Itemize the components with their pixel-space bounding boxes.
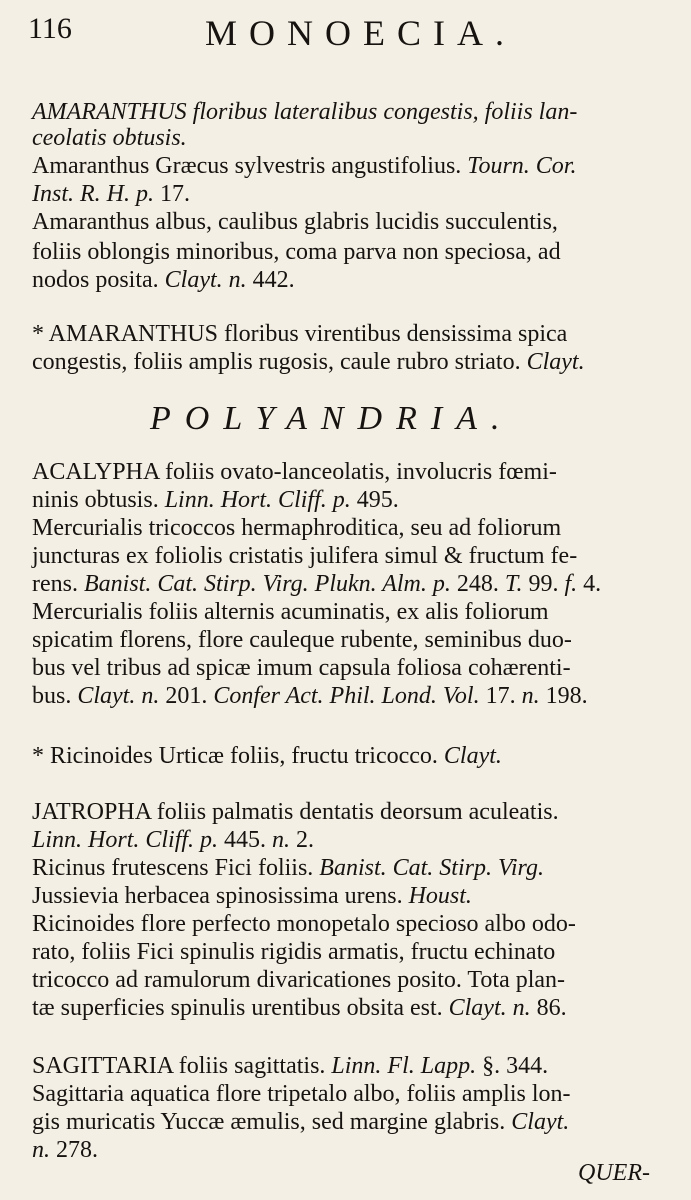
- page-number: 116: [28, 12, 72, 45]
- text-line: [32, 348, 585, 377]
- italic-text: AMARANTHUS: [32, 99, 193, 125]
- italic-text: Clayt.: [443, 743, 502, 769]
- italic-text: floribus lateralibus congestis, foliis lan-: [192, 99, 578, 125]
- roman-text: 2.: [290, 827, 315, 853]
- text-line: [32, 938, 555, 967]
- text-line: [32, 152, 576, 181]
- roman-text: rens.: [32, 571, 84, 597]
- italic-text: Inst. R. H. p.: [32, 181, 154, 207]
- roman-text: tricocco ad ramulorum divaricationes posito. Tota plan-: [32, 967, 566, 993]
- text-line: [32, 208, 558, 237]
- text-line: [32, 626, 572, 655]
- text-line: [32, 266, 295, 295]
- roman-text: 99.: [522, 571, 565, 597]
- text-line: [32, 742, 502, 771]
- roman-text: 17.: [154, 181, 190, 207]
- roman-text: 445.: [218, 827, 273, 853]
- roman-text: 4.: [577, 571, 602, 597]
- roman-text: congestis, foliis amplis rugosis, caule rubro striato.: [32, 349, 527, 375]
- roman-text: Ricinoides flore perfecto monopetalo specioso albo odo-: [32, 911, 576, 937]
- text-line: [32, 98, 577, 127]
- roman-text: foliis oblongis minoribus, coma parva non speciosa, ad: [32, 239, 561, 265]
- italic-text: Clayt. n.: [448, 995, 531, 1021]
- italic-text: Confer Act. Phil. Lond. Vol.: [213, 683, 480, 709]
- roman-text: 86.: [530, 995, 567, 1021]
- text-line: [32, 598, 549, 627]
- italic-text: Clayt.: [526, 349, 585, 375]
- roman-text: 442.: [246, 267, 295, 293]
- text-line: [32, 1052, 548, 1081]
- italic-text: Linn. Hort. Cliff. p.: [164, 487, 351, 513]
- section-title: POLYANDRIA.: [150, 400, 514, 437]
- text-line: [32, 238, 561, 267]
- text-line: [32, 910, 576, 939]
- roman-text: 201.: [159, 683, 214, 709]
- italic-text: Banist. Cat. Stirp. Virg.: [319, 855, 544, 881]
- text-line: [32, 654, 571, 683]
- text-line: [32, 514, 561, 543]
- roman-text: nodos posita.: [32, 267, 165, 293]
- roman-text: 198.: [539, 683, 588, 709]
- roman-text: Amaranthus Græcus sylvestris angustifolius.: [32, 153, 468, 179]
- italic-text: Houst.: [408, 883, 472, 909]
- roman-text: bus.: [32, 683, 78, 709]
- running-head: MONOECIA.: [205, 13, 516, 53]
- italic-text: T.: [504, 571, 523, 597]
- text-line: [32, 542, 577, 571]
- roman-text: ACALYPHA foliis ovato-lanceolatis, involucris fœmi-: [32, 459, 557, 485]
- text-line: [32, 994, 567, 1023]
- italic-text: n.: [32, 1137, 50, 1163]
- text-line: [32, 1080, 571, 1109]
- text-line: [32, 458, 557, 487]
- italic-text: Tourn. Cor.: [467, 153, 577, 179]
- roman-text: 248.: [450, 571, 505, 597]
- roman-text: rato, foliis Fici spinulis rigidis armatis, fructu echinato: [32, 939, 556, 965]
- roman-text: juncturas ex foliolis cristatis julifera simul & fructum fe-: [32, 543, 578, 569]
- roman-text: gis muricatis Yuccæ æmulis, sed margine glabris.: [32, 1109, 512, 1135]
- roman-text: §. 344.: [476, 1053, 549, 1079]
- italic-text: Linn. Fl. Lapp.: [331, 1053, 477, 1079]
- roman-text: spicatim florens, flore cauleque rubente, seminibus duo-: [32, 627, 572, 653]
- roman-text: Ricinus frutescens Fici foliis.: [32, 855, 320, 881]
- italic-text: Banist. Cat. Stirp. Virg. Plukn. Alm. p.: [83, 571, 451, 597]
- roman-text: Mercurialis foliis alternis acuminatis, ex alis foliorum: [32, 599, 549, 625]
- text-line: [32, 798, 559, 827]
- roman-text: bus vel tribus ad spicæ imum capsula foliosa cohærenti-: [32, 655, 571, 681]
- italic-text: Linn. Hort. Cliff. p.: [32, 827, 219, 853]
- roman-text: tæ superficies spinulis urentibus obsita est.: [32, 995, 449, 1021]
- roman-text: * AMARANTHUS floribus virentibus densissima spica: [32, 321, 568, 347]
- text-line: [32, 180, 190, 209]
- text-line: [32, 682, 588, 711]
- text-line: [32, 570, 601, 599]
- roman-text: 495.: [350, 487, 399, 513]
- text-line: [32, 1136, 98, 1165]
- italic-text: Clayt.: [511, 1109, 570, 1135]
- italic-text: n.: [521, 683, 540, 709]
- text-line: [32, 1108, 569, 1137]
- italic-text: n.: [272, 827, 291, 853]
- roman-text: Sagittaria aquatica flore tripetalo albo, foliis amplis lon-: [32, 1081, 571, 1107]
- italic-text: Clayt. n.: [164, 267, 247, 293]
- italic-text: Clayt. n.: [77, 683, 160, 709]
- text-line: [32, 826, 314, 855]
- roman-text: SAGITTARIA foliis sagittatis.: [32, 1053, 332, 1079]
- text-line: [32, 854, 544, 883]
- text-line: [32, 882, 472, 911]
- text-line: [32, 124, 187, 153]
- roman-text: JATROPHA foliis palmatis dentatis deorsum aculeatis.: [32, 799, 559, 825]
- roman-text: Mercurialis tricoccos hermaphroditica, seu ad foliorum: [32, 515, 562, 541]
- roman-text: * Ricinoides Urticæ foliis, fructu tricocco.: [32, 743, 444, 769]
- italic-text: f.: [564, 571, 578, 597]
- catchword: QUER-: [578, 1160, 650, 1186]
- roman-text: ninis obtusis.: [32, 487, 165, 513]
- roman-text: Amaranthus albus, caulibus glabris lucidis succulentis,: [32, 209, 558, 235]
- roman-text: 17.: [479, 683, 522, 709]
- text-line: [32, 966, 565, 995]
- text-line: [32, 320, 567, 349]
- roman-text: 278.: [50, 1137, 98, 1163]
- italic-text: ceolatis obtusis.: [32, 125, 187, 151]
- text-line: [32, 486, 399, 515]
- roman-text: Jussievia herbacea spinosissima urens.: [32, 883, 409, 909]
